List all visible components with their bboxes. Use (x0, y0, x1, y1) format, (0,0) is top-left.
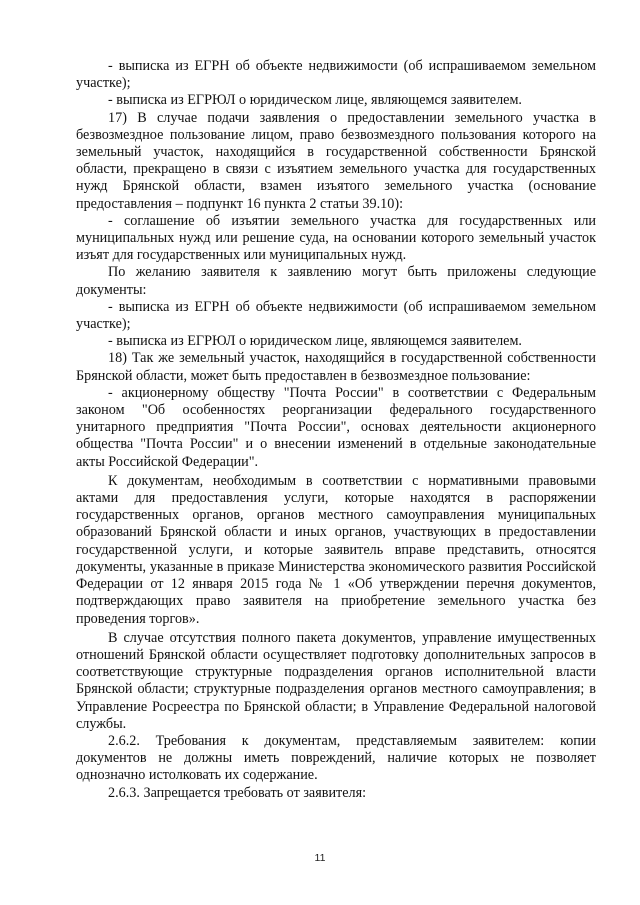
paragraph-russian-post: - акционерному обществу "Почта России" в соответствии с Федеральным законом "Об особенностях реорганизации федерального государственного унитарного предприятия "Почта России", основах деятельности акционерного общества "Почта России" и о внесении изменений в отдельные законодательные акты Российской Федерации". (76, 384, 596, 470)
paragraph-egrul-extract-2: - выписка из ЕГРЮЛ о юридическом лице, являющемся заявителем. (108, 333, 522, 350)
paragraph-egrul-extract-1: - выписка из ЕГРЮЛ о юридическом лице, являющемся заявителем. (108, 92, 522, 109)
paragraph-optional-documents: По желанию заявителя к заявлению могут быть приложены следующие документы: (76, 264, 596, 298)
paragraph-item-18: 18) Так же земельный участок, находящийся в государственной собственности Брянской области, может быть предоставлен в безвозмездное пользование: (76, 350, 596, 384)
paragraph-egrn-extract-2: - выписка из ЕГРН об объекте недвижимости (об испрашиваемом земельном участке); (76, 298, 596, 333)
page-number: 11 (314, 852, 326, 864)
paragraph-incomplete-package: В случае отсутствия полного пакета документов, управление имущественных отношений Брянской области осуществляет подготовку дополнительных запросов в соответствующие структурные подразделения органов исполнительной власти Брянской области; структурные подразделения органов местного самоуправления; в Управление Росреестра по Брянской области; в Управление Федеральной налоговой службы. (76, 629, 596, 732)
document-body (76, 58, 596, 802)
paragraph-item-17: 17) В случае подачи заявления о предоставлении земельного участка в безвозмездное пользование лицом, право безвозмездного пользования которого на земельный участок, находящийся в государственной собственности Брянской области, прекращено в связи с изъятием земельного участка для государственных нужд Брянской области, взамен изъятого земельного участка (основание предоставления – подпункт 16 пункта 2 статьи 39.10): (76, 109, 596, 212)
paragraph-2-6-3: 2.6.3. Запрещается требовать от заявителя: (108, 784, 367, 801)
paragraph-seizure-agreement: - соглашение об изъятии земельного участка для государственных или муниципальных нужд или решение суда, на основании которого земельный участок изъят для государственных или муниципальных нужд. (76, 212, 596, 264)
paragraph-egrn-extract-1: - выписка из ЕГРН об объекте недвижимости (об испрашиваемом земельном участке); (76, 58, 596, 92)
paragraph-required-documents: К документам, необходимым в соответствии с нормативными правовыми актами для предоставления услуги, которые находятся в распоряжении государственных органов, органов местного самоуправления муниципальных образований Брянской области и иных органов, участвующих в предоставлении государственной услуги, и которые заявитель вправе представить, относятся документы, указанные в приказе Министерства экономического развития Российской Федерации от 12 января 2015 года № 1 «Об утверждении перечня документов, подтверждающих право заявителя на приобретение земельного участка без проведения торгов». (76, 472, 596, 627)
paragraph-2-6-2: 2.6.2. Требования к документам, представляемым заявителем: копии документов не должны иметь повреждений, наличие которых не позволяет однозначно истолковать их содержание. (76, 732, 596, 784)
